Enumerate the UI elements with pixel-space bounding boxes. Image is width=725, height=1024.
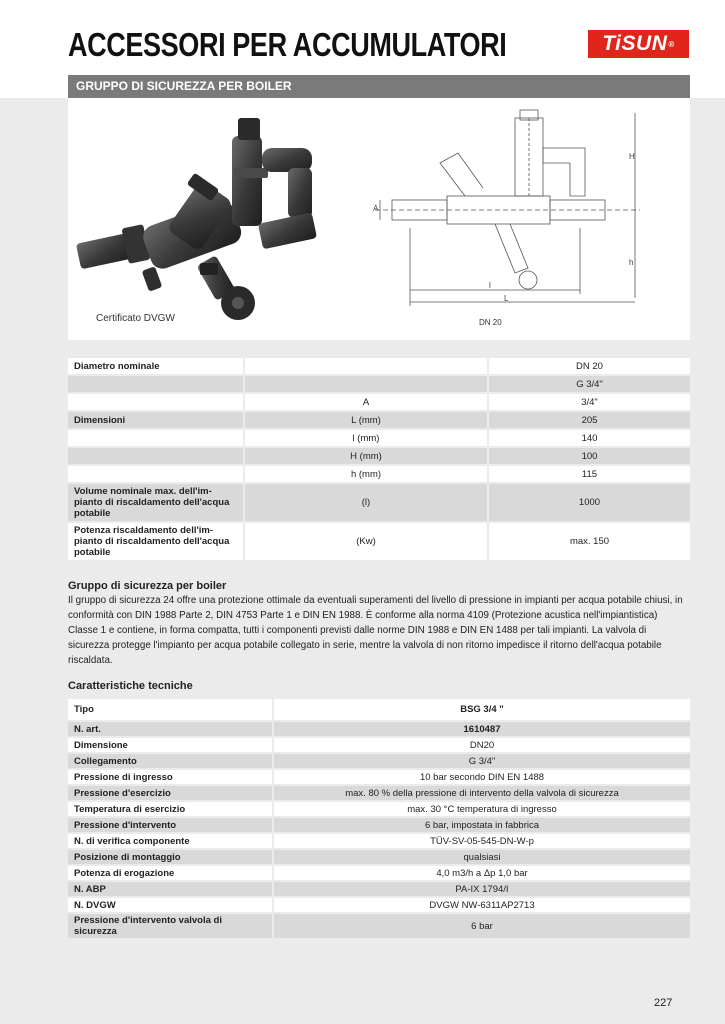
dimensions-row: [68, 358, 690, 374]
drawing-label-h: h: [629, 258, 634, 267]
tech-cell-key: Dimensione: [68, 738, 272, 752]
drawing-label-H: H: [629, 152, 635, 161]
product-photo: [70, 108, 330, 328]
tech-cell-key: Temperatura di esercizio: [68, 802, 272, 816]
tech-table: [68, 697, 690, 940]
tech-row: [68, 754, 690, 768]
dimensions-cell-label: Volume nominale max. dell'im- pianto di riscaldamento dell'acqua potabile: [68, 484, 243, 521]
tech-cell-key: Pressione di ingresso: [68, 770, 272, 784]
dimensions-cell-value: 3/4": [487, 394, 690, 410]
drawing-label-A: A: [373, 204, 379, 213]
tech-cell-value: max. 80 % della pressione di intervento della valvola di sicurezza: [272, 786, 690, 800]
dimensions-cell-unit: [243, 358, 487, 374]
tech-cell-key: Collegamento: [68, 754, 272, 768]
dimensions-table: [68, 356, 690, 562]
tech-row: [68, 834, 690, 848]
dimensions-row: [68, 412, 690, 428]
drawing-label-l: l: [489, 281, 491, 290]
tech-row: [68, 914, 690, 938]
dimensions-cell-unit: h (mm): [243, 466, 487, 482]
tech-cell-value: DVGW NW-6311AP2713: [272, 898, 690, 912]
tisun-logo: [588, 30, 689, 58]
dimensions-cell-label: Potenza riscaldamento dell'im- pianto di riscaldamento dell'acqua potabile: [68, 523, 243, 560]
logo-text: TiSUN: [602, 32, 668, 55]
tech-cell-key: N. ABP: [68, 882, 272, 896]
tech-row: [68, 802, 690, 816]
dimensions-cell-value: 140: [487, 430, 690, 446]
tech-cell-key: Pressione d'intervento: [68, 818, 272, 832]
tech-row: [68, 786, 690, 800]
technical-drawing: [370, 108, 650, 308]
tech-cell-value: 6 bar, impostata in fabbrica: [272, 818, 690, 832]
tech-row: [68, 818, 690, 832]
dimensions-cell-unit: (l): [243, 484, 487, 521]
tech-cell-value: G 3/4": [272, 754, 690, 768]
description-text: Il gruppo di sicurezza 24 offre una protezione ottimale da eventuali superamenti del livello di pressione in impianti per acqua potabile chiusi, in conformità con DIN 1988 Parte 2, DIN 4753 Parte 1 e DIN EN 1988. È conforme alla norma 4109 (Protezione acustica nell'impiantistica) Classe 1 e contiene, in forma compatta, tutti i componenti previsti dalle norme DIN 1988 e DIN EN 1488 per tali impianti. La valvola di sicurezza protegge l'impianto per acqua potabile collegato in serie, mentre la valvola di non ritorno impedisce il ritorno dell'acqua potabile riscaldata.: [68, 595, 683, 666]
tech-cell-key: N. DVGW: [68, 898, 272, 912]
section-title: GRUPPO DI SICUREZZA PER BOILER: [68, 75, 690, 98]
tech-title: Caratteristiche tecniche: [68, 680, 193, 692]
dimensions-row: [68, 376, 690, 392]
dimensions-cell-value: G 3/4": [487, 376, 690, 392]
tech-cell-key: N. art.: [68, 722, 272, 736]
tech-cell-value: 4,0 m3/h a Δp 1,0 bar: [272, 866, 690, 880]
dimensions-cell-unit: H (mm): [243, 448, 487, 464]
tech-cell-key: Potenza di erogazione: [68, 866, 272, 880]
tech-cell-value: PA-IX 1794/I: [272, 882, 690, 896]
dimensions-row: [68, 466, 690, 482]
drawing-caption: DN 20: [479, 318, 502, 327]
tech-cell-key: Posizione di montaggio: [68, 850, 272, 864]
dimensions-cell-value: 205: [487, 412, 690, 428]
dimensions-row: [68, 394, 690, 410]
tech-row: [68, 850, 690, 864]
dimensions-cell-unit: [243, 376, 487, 392]
dimensions-cell-value: max. 150: [487, 523, 690, 560]
tech-header-value: BSG 3/4 ": [272, 699, 690, 720]
dimensions-cell-unit: A: [243, 394, 487, 410]
tech-cell-value: max. 30 °C temperatura di ingresso: [272, 802, 690, 816]
dimensions-cell-unit: L (mm): [243, 412, 487, 428]
dimensions-cell-value: 100: [487, 448, 690, 464]
tech-cell-value: qualsiasi: [272, 850, 690, 864]
dimensions-cell-label: [68, 394, 243, 410]
dimensions-cell-label: Dimensioni: [68, 412, 243, 428]
tech-row: [68, 866, 690, 880]
tech-cell-key: N. di verifica componente: [68, 834, 272, 848]
dimensions-cell-label: [68, 376, 243, 392]
tech-cell-key: Pressione d'intervento valvola di sicurezza: [68, 914, 272, 938]
tech-cell-value: 10 bar secondo DIN EN 1488: [272, 770, 690, 784]
page-title: ACCESSORI PER ACCUMULATORI: [68, 26, 507, 63]
tech-row: [68, 770, 690, 784]
dimensions-cell-value: 1000: [487, 484, 690, 521]
tech-row: [68, 898, 690, 912]
tech-cell-key: Pressione d'esercizio: [68, 786, 272, 800]
dimensions-cell-unit: (Kw): [243, 523, 487, 560]
dimensions-cell-value: DN 20: [487, 358, 690, 374]
dimensions-row: [68, 484, 690, 521]
description-title: Gruppo di sicurezza per boiler: [68, 580, 227, 592]
dimensions-row: [68, 448, 690, 464]
dimensions-row: [68, 430, 690, 446]
photo-caption: Certificato DVGW: [96, 313, 175, 324]
drawing-label-L: L: [504, 294, 509, 303]
tech-cell-value: TÜV-SV-05-545-DN-W-p: [272, 834, 690, 848]
registered-mark: ®: [668, 39, 675, 49]
tech-row: [68, 722, 690, 736]
tech-header-key: Tipo: [68, 699, 272, 720]
tech-header-row: [68, 699, 690, 720]
tech-cell-value: DN20: [272, 738, 690, 752]
tech-cell-value: 6 bar: [272, 914, 690, 938]
tech-row: [68, 882, 690, 896]
page-number: 227: [654, 997, 673, 1009]
dimensions-row: [68, 523, 690, 560]
tech-row: [68, 738, 690, 752]
dimensions-cell-unit: l (mm): [243, 430, 487, 446]
dimensions-cell-label: [68, 466, 243, 482]
tech-cell-value: 1610487: [272, 722, 690, 736]
dimensions-cell-value: 115: [487, 466, 690, 482]
dimensions-cell-label: [68, 430, 243, 446]
dimensions-cell-label: Diametro nominale: [68, 358, 243, 374]
dimensions-cell-label: [68, 448, 243, 464]
